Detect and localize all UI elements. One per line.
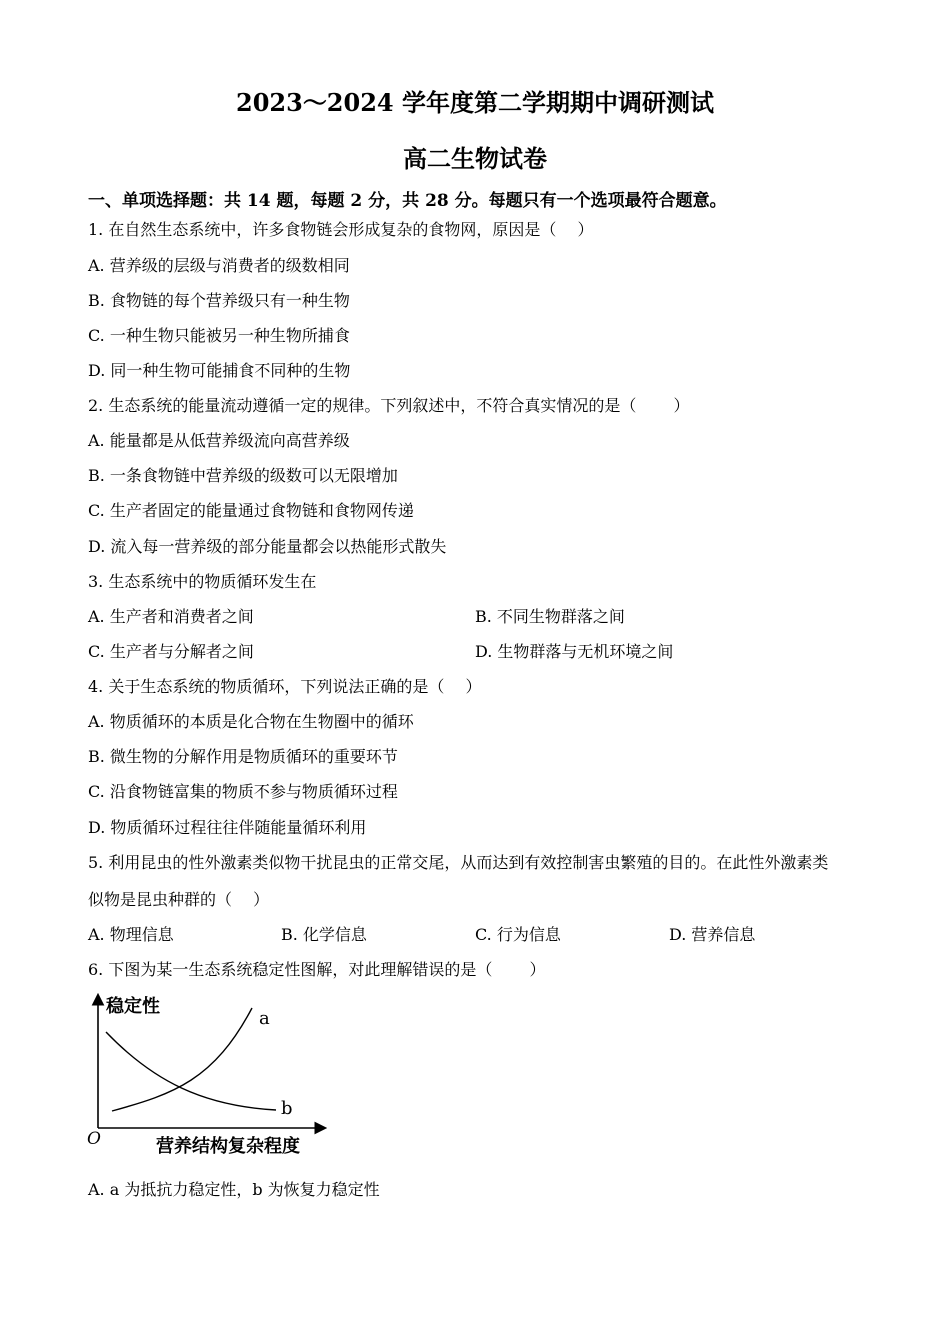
exam-subtitle: 高二生物试卷: [403, 144, 547, 173]
question-4-option-b: B. 微生物的分解作用是物质循环的重要环节: [88, 747, 398, 766]
section-heading: 一、单项选择题：共 14 题，每题 2 分，共 28 分。每题只有一个选项最符合题意。: [88, 191, 727, 211]
question-2-option-d: D. 流入每一营养级的部分能量都会以热能形式散失: [88, 537, 447, 556]
origin-label: O: [87, 1129, 101, 1149]
curve-b: [106, 1032, 276, 1110]
x-axis-label: 营养结构复杂程度: [156, 1136, 300, 1157]
question-5-option-a: A. 物理信息: [88, 925, 174, 944]
question-5-stem-line-1: 5. 利用昆虫的性外激素类似物干扰昆虫的正常交尾，从而达到有效控制害虫繁殖的目的。在此性外激素类: [88, 853, 829, 872]
question-1-option-d: D. 同一种生物可能捕食不同种的生物: [88, 361, 351, 380]
y-axis-label: 稳定性: [106, 996, 160, 1017]
question-1-option-c: C. 一种生物只能被另一种生物所捕食: [88, 326, 350, 345]
question-3-stem: 3. 生态系统中的物质循环发生在: [88, 572, 317, 591]
question-2-stem: 2. 生态系统的能量流动遵循一定的规律。下列叙述中，不符合真实情况的是（ ）: [88, 396, 690, 415]
question-3-option-c: C. 生产者与分解者之间: [88, 642, 254, 661]
question-6-option-a: A. a 为抵抗力稳定性，b 为恢复力稳定性: [88, 1180, 380, 1199]
stability-diagram: [84, 990, 334, 1160]
question-4-stem: 4. 关于生态系统的物质循环，下列说法正确的是（ ）: [88, 677, 482, 696]
question-5-option-c: C. 行为信息: [475, 925, 561, 944]
curve-a-label: a: [259, 1008, 270, 1029]
question-5-option-b: B. 化学信息: [281, 925, 367, 944]
question-4-option-d: D. 物质循环过程往往伴随能量循环利用: [88, 818, 367, 837]
question-3-option-a: A. 生产者和消费者之间: [88, 607, 254, 626]
question-3-option-d: D. 生物群落与无机环境之间: [475, 642, 674, 661]
question-4-option-c: C. 沿食物链富集的物质不参与物质循环过程: [88, 782, 398, 801]
question-2-option-b: B. 一条食物链中营养级的级数可以无限增加: [88, 466, 398, 485]
question-6-stem: 6. 下图为某一生态系统稳定性图解，对此理解错误的是（ ）: [88, 960, 546, 979]
question-1-option-a: A. 营养级的层级与消费者的级数相同: [88, 256, 350, 275]
question-2-option-c: C. 生产者固定的能量通过食物链和食物网传递: [88, 501, 414, 520]
question-1-stem: 1. 在自然生态系统中，许多食物链会形成复杂的食物网，原因是（ ）: [88, 220, 594, 239]
question-2-option-a: A. 能量都是从低营养级流向高营养级: [88, 431, 350, 450]
curve-b-label: b: [281, 1098, 293, 1119]
question-5-stem-line-2: 似物是昆虫种群的（ ）: [88, 890, 270, 909]
exam-title: 2023～2024 学年度第二学期期中调研测试: [236, 88, 714, 117]
question-5-option-d: D. 营养信息: [669, 925, 756, 944]
curve-a: [112, 1008, 252, 1111]
question-1-option-b: B. 食物链的每个营养级只有一种生物: [88, 291, 350, 310]
question-3-option-b: B. 不同生物群落之间: [475, 607, 625, 626]
question-4-option-a: A. 物质循环的本质是化合物在生物圈中的循环: [88, 712, 414, 731]
